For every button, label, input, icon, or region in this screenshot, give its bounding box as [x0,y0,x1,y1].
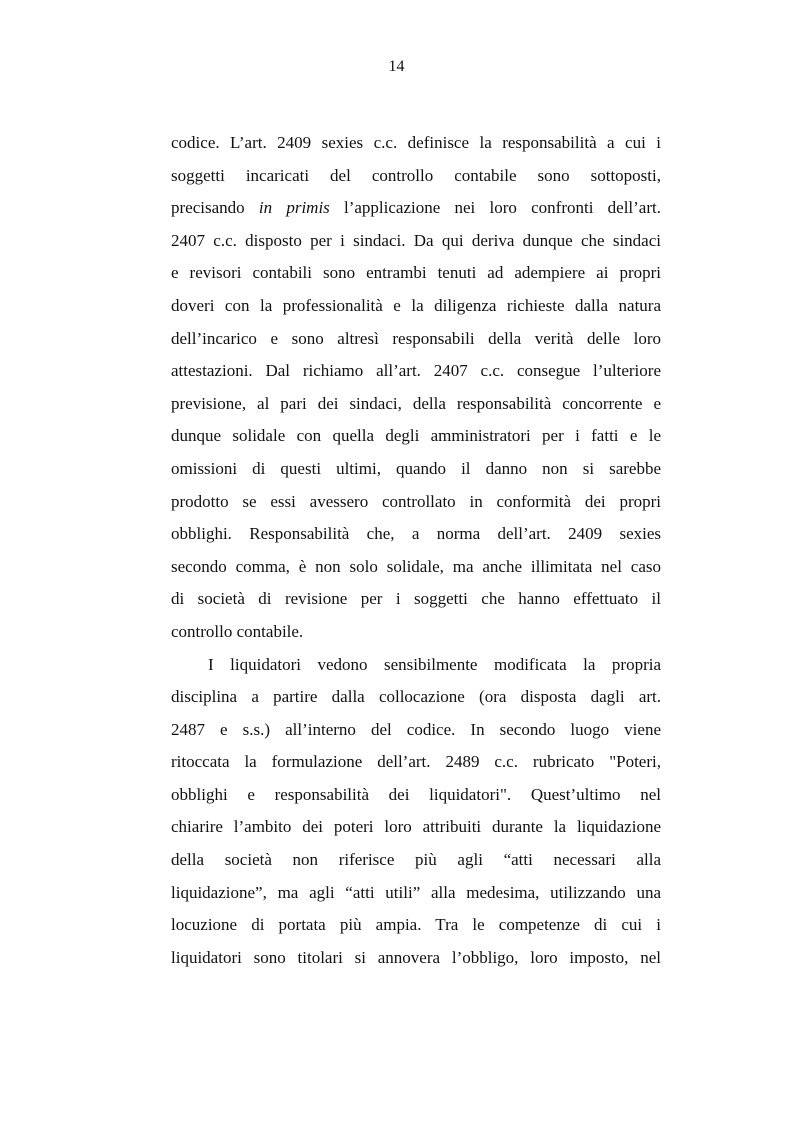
italic-term: in primis [258,198,330,218]
text-line: attestazioni. Dal richiamo all’art. 2407 c.c. consegue l’ulteriore [171,361,661,381]
text-line: ritoccata la formulazione dell’art. 2489 c.c. rubricato "Poteri, [171,752,661,772]
text-segment: precisando [171,198,259,218]
text-line: dell’incarico e sono altresì responsabili della verità delle loro [171,328,661,348]
text-line-with-italic [171,192,661,225]
text-line: liquidatori sono titolari si annovera l’obbligo, loro imposto, nel [171,947,661,967]
text-line: omissioni di questi ultimi, quando il danno non si sarebbe [171,458,661,478]
text-line: dunque solidale con quella degli amministratori per i fatti e le [171,426,661,446]
text-line: prodotto se essi avessero controllato in conformità dei propri [171,491,661,511]
text-line: secondo comma, è non solo solidale, ma anche illimitata nel caso [171,556,661,576]
text-line: obblighi. Responsabilità che, a norma dell’art. 2409 sexies [171,524,661,544]
text-line: codice. L’art. 2409 sexies c.c. definisce la responsabilità a cui i [171,133,661,152]
text-line: doveri con la professionalità e la diligenza richieste dalla natura [171,295,661,315]
text-line: previsione, al pari dei sindaci, della responsabilità concorrente e [171,393,661,413]
body-text [171,127,661,974]
text-line: 2407 c.c. disposto per i sindaci. Da qui deriva dunque che sindaci [171,230,661,250]
text-line: controllo contabile. [171,621,304,641]
text-line: liquidazione”, ma agli “atti utili” alla medesima, utilizzando una [171,882,661,902]
text-line: della società non riferisce più agli “atti necessari alla [171,850,661,870]
text-segment: l’applicazione nei loro confronti dell’art. [329,198,661,218]
text-line: 2487 e s.s.) all’interno del codice. In secondo luogo viene [171,719,661,739]
text-line: di società di revisione per i soggetti che hanno effettuato il [171,589,661,609]
text-line: chiarire l’ambito dei poteri loro attribuiti durante la liquidazione [171,817,661,837]
text-line: disciplina a partire dalla collocazione (ora disposta dagli art. [171,687,661,707]
text-line: soggetti incaricati del controllo contabile sono sottoposti, [171,165,661,185]
text-line: locuzione di portata più ampia. Tra le competenze di cui i [171,915,661,935]
text-line: obblighi e responsabilità dei liquidatori". Quest’ultimo nel [171,784,661,804]
text-line: e revisori contabili sono entrambi tenuti ad adempiere ai propri [171,263,661,283]
page-number: 14 [388,58,405,75]
text-line: I liquidatori vedono sensibilmente modificata la propria [208,654,661,674]
